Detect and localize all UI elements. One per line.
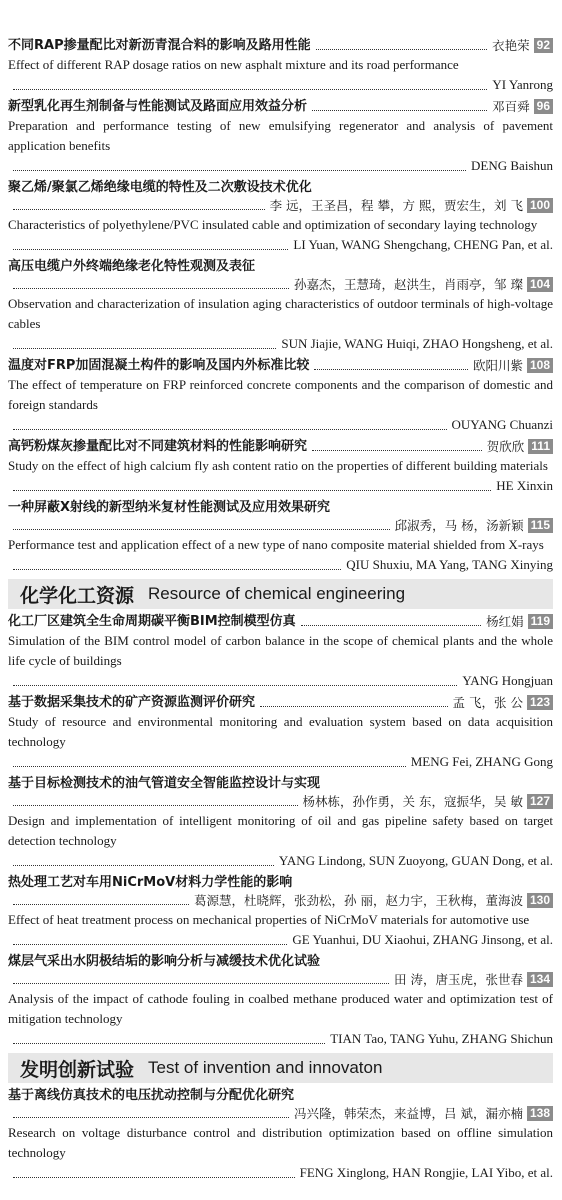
authors-zh: 葛源慧，杜晓辉，张劲松，孙 丽，赵力宇，王秋梅，董海波 [193,893,523,908]
authors-en-row [8,930,553,950]
dot-leader [13,429,447,430]
dot-leader [314,369,468,370]
title-zh-row [8,438,553,456]
article-title-en: Performance test and application effect of a new type of nano composite material shielded from X-rays [8,537,544,552]
section-heading-en: Resource of chemical engineering [148,584,406,603]
title-zh-row [8,258,553,276]
toc-entry[interactable] [8,37,553,95]
page-number-badge[interactable]: 138 [527,1106,553,1121]
authors-en-row [8,334,553,354]
article-title-zh[interactable]: 高压电缆户外终端绝缘老化特性观测及表征 [8,259,256,274]
page-number-badge[interactable]: 92 [534,38,553,53]
authors-en: SUN Jiajie, WANG Huiqi, ZHAO Hongsheng, et al. [281,336,553,351]
article-title-en: Analysis of the impact of cathode fouling in coalbed methane produced water and optimization test of mitigation technology [8,991,553,1026]
article-title-zh[interactable]: 温度对FRP加固混凝土构件的影响及国内外标准比较 [8,358,310,373]
section-heading [8,579,553,609]
title-zh-row [8,499,553,517]
article-title-en: Study of resource and environmental monitoring and evaluation system based on data acquisition technology [8,714,553,749]
authors-en: GE Yuanhui, DU Xiaohui, ZHANG Jinsong, et al. [292,932,553,947]
toc-entry[interactable] [8,438,553,496]
dot-leader [13,685,457,686]
authors-zh: 邓百舜 [492,99,530,114]
page-number-badge[interactable]: 115 [528,518,553,533]
page-number-badge[interactable]: 108 [527,358,553,373]
dot-leader [13,1177,295,1178]
article-title-en: Characteristics of polyethylene/PVC insulated cable and optimization of secondary laying technology [8,217,538,232]
authors-zh: 贺欣欣 [486,439,525,454]
dot-leader [312,450,482,451]
authors-zh: 田 涛，唐玉虎，张世春 [393,972,523,987]
toc-entry[interactable] [8,357,553,435]
authors-en-row [8,555,553,575]
article-title-en: The effect of temperature on FRP reinforced concrete components and the comparison of domestic and foreign standards [8,377,553,412]
dot-leader [13,805,298,806]
authors-en-row [8,415,553,435]
article-title-zh[interactable]: 聚乙烯/聚氯乙烯绝缘电缆的特性及二次敷设技术优化 [8,180,312,195]
page-number-badge[interactable]: 130 [527,893,553,908]
page-number-badge[interactable]: 119 [528,614,553,629]
page-number-badge[interactable]: 100 [527,198,553,213]
toc-entry[interactable] [8,694,553,772]
authors-zh-row [8,197,553,215]
article-title-zh[interactable]: 煤层气采出水阴极结垢的影响分析与减缓技术优化试验 [8,954,321,969]
authors-en: DENG Baishun [471,158,553,173]
authors-en: QIU Shuxiu, MA Yang, TANG Xinying [346,557,553,572]
authors-en: FENG Xinglong, HAN Rongjie, LAI Yibo, et al. [299,1165,553,1180]
toc-entry[interactable] [8,953,553,1049]
article-title-zh[interactable]: 基于离线仿真技术的电压扰动控制与分配优化研究 [8,1088,295,1103]
authors-en-row [8,1029,553,1049]
section-heading [8,1053,553,1083]
authors-en-row [8,75,553,95]
dot-leader [13,1043,325,1044]
article-title-zh[interactable]: 化工厂区建筑全生命周期碳平衡BIM控制模型仿真 [8,614,296,629]
dot-leader [312,110,487,111]
authors-zh: 李 远，王圣昌，程 攀，方 熙，贾宏生，刘 飞 [269,198,523,213]
toc-entry[interactable] [8,179,553,255]
authors-zh: 冯兴隆，韩荣杰，来益博，吕 斌，漏亦楠 [293,1106,523,1121]
article-title-en: Preparation and performance testing of new emulsifying regenerator and analysis of pavement application benefits [8,118,553,153]
authors-en: OUYANG Chuanzi [451,417,553,432]
authors-zh: 衣艳荣 [492,38,530,53]
authors-en-row [8,156,553,176]
authors-en-row [8,752,553,772]
authors-en: YI Yanrong [492,77,553,92]
authors-en: LI Yuan, WANG Shengchang, CHENG Pan, et al. [293,237,553,252]
authors-en: TIAN Tao, TANG Yuhu, ZHANG Shichun [330,1031,553,1046]
article-title-en: Design and implementation of intelligent monitoring of oil and gas pipeline safety based on target detection technology [8,813,553,848]
authors-zh-row [8,793,553,811]
article-title-zh[interactable]: 新型乳化再生剂制备与性能测试及路面应用效益分析 [8,99,308,114]
authors-en-row [8,476,553,496]
section-heading-en: Test of invention and innovaton [148,1058,383,1077]
title-zh-row [8,1087,553,1105]
dot-leader [13,209,265,210]
authors-zh: 邱淑秀，马 杨，汤新颖 [394,518,524,533]
authors-en-row [8,671,553,691]
authors-zh-row [8,276,553,294]
article-title-en: Research on voltage disturbance control and distribution optimization based on offline simulation technology [8,1125,553,1160]
dot-leader [13,490,491,491]
article-title-en: Effect of heat treatment process on mechanical properties of NiCrMoV materials for automotive use [8,912,530,927]
dot-leader [301,625,481,626]
page-number-badge[interactable]: 127 [527,794,553,809]
article-title-zh[interactable]: 基于目标检测技术的油气管道安全智能监控设计与实现 [8,776,321,791]
page-number-badge[interactable]: 96 [534,99,553,114]
article-title-zh[interactable]: 不同RAP掺量配比对新沥青混合料的影响及路用性能 [8,38,311,53]
authors-zh: 杨林栋，孙作勇，关 东，寇振华，吴 敏 [302,794,523,809]
authors-zh: 欧阳川紫 [472,358,523,373]
toc-entry[interactable] [8,613,553,691]
page-number-badge[interactable]: 111 [528,439,553,454]
toc-entry[interactable] [8,258,553,354]
title-zh-row [8,613,553,631]
section-heading-zh: 发明创新试验 [20,1058,135,1081]
title-zh-row [8,98,553,116]
dot-leader [13,904,189,905]
dot-leader [13,348,276,349]
authors-zh: 孟 飞，张 公 [452,695,523,710]
authors-en-row [8,851,553,871]
article-title-en: Effect of different RAP dosage ratios on new asphalt mixture and its road performance [8,57,459,72]
authors-en: HE Xinxin [496,478,553,493]
article-title-zh[interactable]: 基于数据采集技术的矿产资源监测评价研究 [8,695,256,710]
authors-zh-row [8,971,553,989]
dot-leader [13,569,341,570]
authors-en: YANG Hongjuan [462,673,553,688]
dot-leader [260,706,448,707]
dot-leader [13,249,288,250]
dot-leader [13,1117,289,1118]
dot-leader [316,49,488,50]
authors-zh: 杨红娟 [486,614,524,629]
authors-en-row [8,235,553,255]
title-zh-row [8,775,553,793]
article-title-en: Observation and characterization of insulation aging characteristics of outdoor terminals of high-voltage cables [8,296,553,331]
article-title-zh[interactable]: 一种屏蔽X射线的新型纳米复材性能测试及应用效果研究 [8,500,331,515]
table-of-contents [8,37,553,1186]
title-zh-row [8,953,553,971]
article-title-zh[interactable]: 热处理工艺对车用NiCrMoV材料力学性能的影响 [8,875,293,890]
article-title-en: Study on the effect of high calcium fly ash content ratio on the properties of different building materials [8,458,548,473]
page-number-badge[interactable]: 104 [527,277,553,292]
toc-entry[interactable] [8,499,553,575]
title-zh-row [8,357,553,375]
toc-entry[interactable] [8,874,553,950]
toc-entry[interactable] [8,1087,553,1183]
authors-zh-row [8,892,553,910]
section-heading-zh: 化学化工资源 [20,584,135,607]
authors-zh-row [8,517,553,535]
dot-leader [13,89,487,90]
title-zh-row [8,37,553,55]
dot-leader [13,529,390,530]
authors-en: MENG Fei, ZHANG Gong [410,754,553,769]
dot-leader [13,865,274,866]
page-number-badge[interactable]: 134 [527,972,553,987]
dot-leader [13,983,389,984]
authors-zh: 孙嘉杰，王慧琦，赵洪生，肖雨亭，邹 璨 [293,277,523,292]
title-zh-row [8,179,553,197]
authors-zh-row [8,1105,553,1123]
dot-leader [13,288,289,289]
authors-en-row [8,1163,553,1183]
dot-leader [13,766,406,767]
title-zh-row [8,694,553,712]
dot-leader [13,170,466,171]
authors-en: YANG Lindong, SUN Zuoyong, GUAN Dong, et al. [278,853,553,868]
page-number-badge[interactable]: 123 [527,695,553,710]
dot-leader [13,944,287,945]
article-title-en: Simulation of the BIM control model of carbon balance in the scope of chemical plants and the whole life cycle of buildings [8,633,553,668]
title-zh-row [8,874,553,892]
toc-entry[interactable] [8,775,553,871]
toc-entry[interactable] [8,98,553,176]
article-title-zh[interactable]: 高钙粉煤灰掺量配比对不同建筑材料的性能影响研究 [8,439,308,454]
